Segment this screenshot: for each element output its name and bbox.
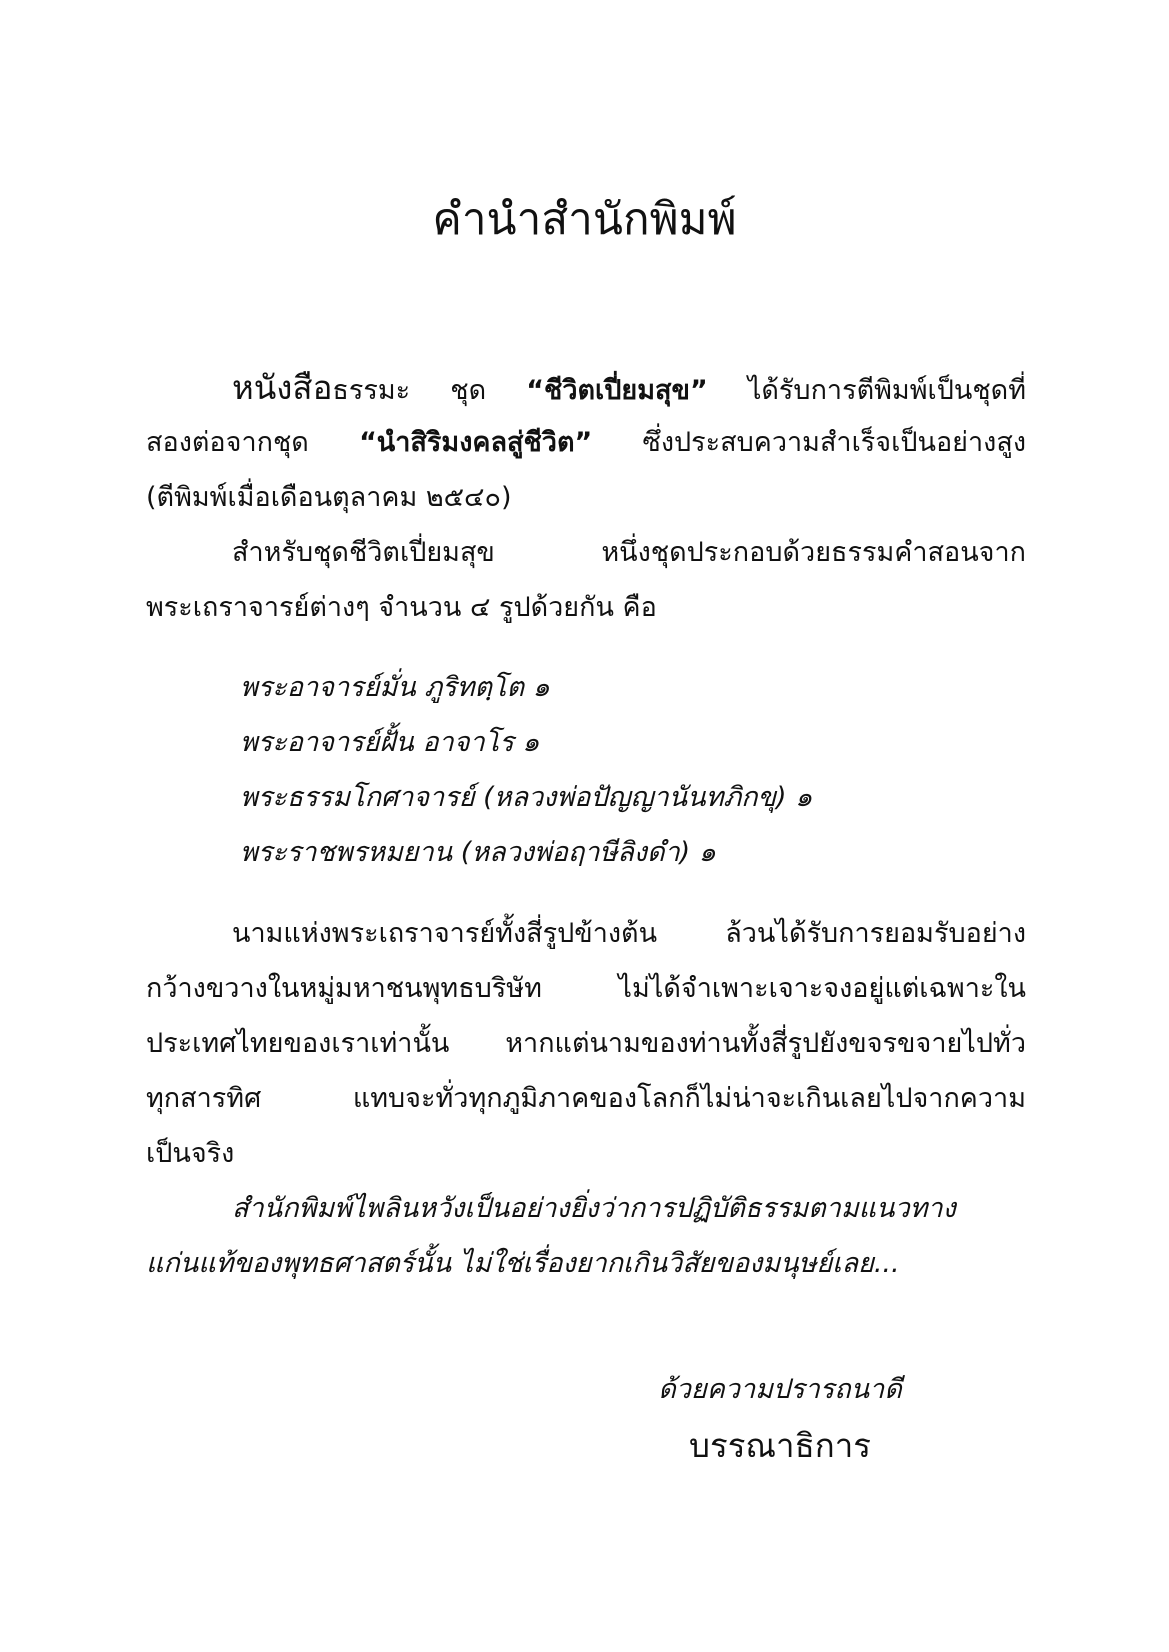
monk-list-item: พระอาจารย์มั่น ภูริทตฺโต ๑	[240, 672, 550, 703]
paragraph-1-text: ธรรมะ ชุด	[332, 375, 527, 406]
paragraph-3-line-2: กว้างขวางในหมู่มหาชนพุทธบริษัท ไม่ได้จำเพาะเจาะจงอยู่แต่เฉพาะใน	[146, 973, 1026, 1004]
monk-list-item: พระอาจารย์ฝั้น อาจาโร ๑	[240, 727, 540, 758]
series-title-1: “ชีวิตเปี่ยมสุข”	[526, 375, 708, 406]
paragraph-3-line-4: ทุกสารทิศ แทบจะทั่วทุกภูมิภาคของโลกก็ไม่น่าจะเกินเลยไปจากความ	[146, 1083, 1026, 1114]
paragraph-1-line-3: (ตีพิมพ์เมื่อเดือนตุลาคม ๒๕๔๐)	[146, 482, 512, 513]
paragraph-2-line-1: สำหรับชุดชีวิตเปี่ยมสุข หนึ่งชุดประกอบด้วยธรรมคำสอนจาก	[232, 537, 1026, 568]
paragraph-1-text: สองต่อจากชุด	[146, 427, 360, 458]
paragraph-1-text: ซึ่งประสบความสำเร็จเป็นอย่างสูง	[592, 427, 1026, 458]
paragraph-2-line-2: พระเถราจารย์ต่างๆ จำนวน ๔ รูปด้วยกัน คือ	[146, 592, 657, 623]
paragraph-4-line-1: สำนักพิมพ์ไพลินหวังเป็นอย่างยิ่งว่าการปฏิบัติธรรมตามแนวทาง	[232, 1193, 956, 1224]
series-title-2: “นำสิริมงคลสู่ชีวิต”	[359, 427, 593, 458]
paragraph-3-line-3: ประเทศไทยของเราเท่านั้น หากแต่นามของท่านทั้งสี่รูปยังขจรขจายไปทั่ว	[146, 1028, 1026, 1059]
monk-list-item: พระธรรมโกศาจารย์ (หลวงพ่อปัญญานันทภิกขุ) ๑	[240, 782, 813, 813]
paragraph-1-line-1	[232, 368, 1026, 411]
closing-phrase: ด้วยความปรารถนาดี	[658, 1374, 902, 1405]
paragraph-4-line-2: แก่นแท้ของพุทธศาสตร์นั้น ไม่ใช่เรื่องยากเกินวิสัยของมนุษย์เลย...	[146, 1248, 900, 1279]
paragraph-1-text: ได้รับการตีพิมพ์เป็นชุดที่	[707, 375, 1026, 406]
signer: บรรณาธิการ	[689, 1426, 871, 1465]
paragraph-3-line-5: เป็นจริง	[146, 1138, 235, 1169]
monk-list-item: พระราชพรหมยาน (หลวงพ่อฤาษีลิงดำ) ๑	[240, 837, 716, 868]
paragraph-1-lead: หนังสือ	[232, 368, 333, 407]
paragraph-3-line-1: นามแห่งพระเถราจารย์ทั้งสี่รูปข้างต้น ล้วนได้รับการยอมรับอย่าง	[232, 918, 1026, 949]
paragraph-1-line-2	[146, 423, 1026, 463]
page-title: คำนำสำนักพิมพ์	[432, 194, 737, 245]
